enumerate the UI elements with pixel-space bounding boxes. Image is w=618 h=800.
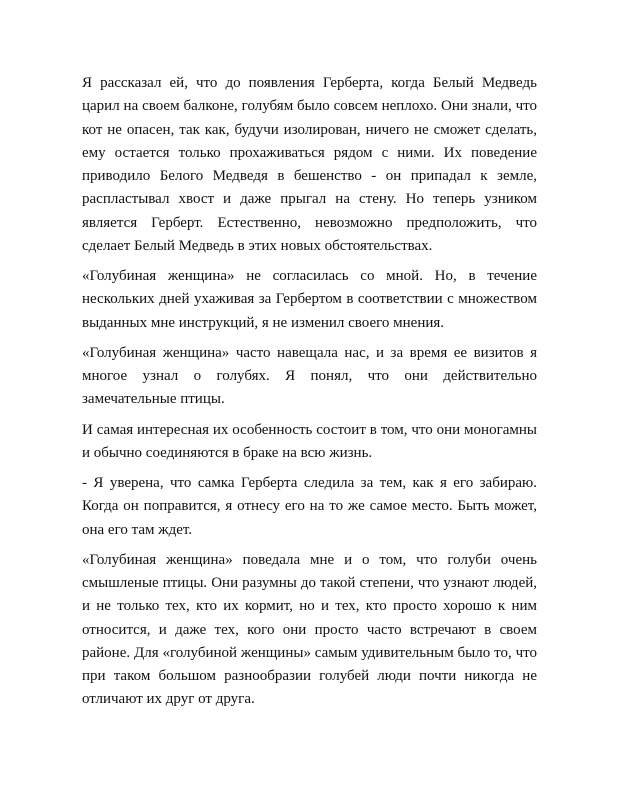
- document-body: [82, 72, 537, 712]
- paragraph: «Голубиная женщина» поведала мне и о том, что голуби очень смышленые птицы. Они разумны до такой степени, что узнают людей, и не только тех, кто их кормит, но и тех, кто просто хорошо к ним относится, и даже тех, кого они просто часто встречают в своем районе. Для «голубиной женщины» самым удивительным было то, что при таком большом разнообразии голубей люди почти никогда не отличают их друг от друга.: [82, 551, 537, 708]
- paragraph: «Голубиная женщина» часто навещала нас, и за время ее визитов я многое узнал о голубях. Я понял, что они действительно замечательные птицы.: [82, 344, 537, 408]
- paragraph: - Я уверена, что самка Герберта следила за тем, как я его забираю. Когда он поправится, я отнесу его на то же самое место. Быть может, она его там ждет.: [82, 474, 537, 538]
- paragraph: И самая интересная их особенность состоит в том, что они моногамны и обычно соединяются в браке на всю жизнь.: [82, 421, 537, 461]
- paragraph: «Голубиная женщина» не согласилась со мной. Но, в течение нескольких дней ухаживая за Гербертом в соответствии с множеством выданных мне инструкций, я не изменил своего мнения.: [82, 268, 537, 331]
- paragraph: Я рассказал ей, что до появления Герберта, когда Белый Медведь царил на своем балконе, голубям было совсем неплохо. Они знали, что кот не опасен, так как, будучи изолирован, ничего не сможет сделать, ему остается только прохаживаться рядом с ними. Их поведение приводило Белого Медведя в бешенство - он припадал к земле, распластывал хвост и даже прыгал на стену. Но теперь узником является Герберт. Естественно, невозможно предположить, что сделает Белый Медведь в этих новых обстоятельствах.: [82, 75, 537, 255]
